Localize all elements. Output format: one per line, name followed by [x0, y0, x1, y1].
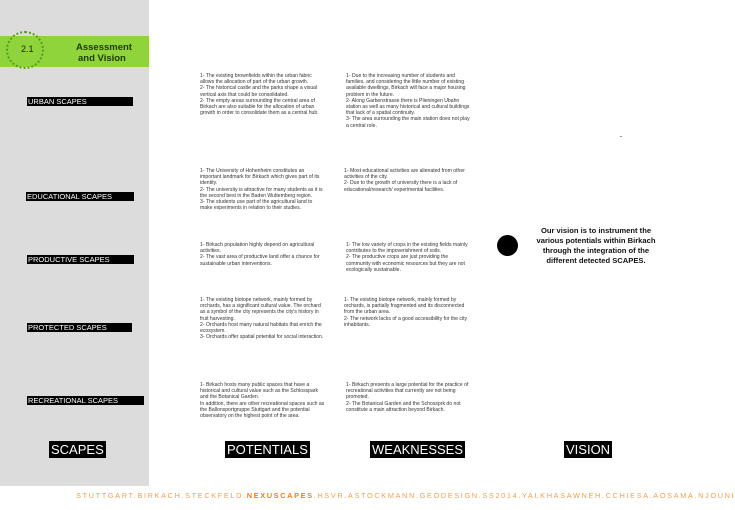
- row-label-protected: PROTECTED SCAPES: [27, 323, 132, 332]
- potentials-productive: 1- Birkach population highly depend on agricultural activities. 2- The vast area of productive land offer a chance for sustainable urban interventions.: [200, 242, 320, 267]
- stray-mark: [620, 136, 622, 137]
- vision-statement: Our vision is to instrument the various potentials within Birkach through the integration of the different detected SCAPES.: [536, 226, 656, 265]
- footer-credits: [76, 491, 735, 500]
- potentials-protected: 1- The existing biotope network, mainly formed by orchards, has a significant cultural value. The orchard as a symbol of the city represents the city's history in fruit harvesting. 2- Orchards host many natural habitats that enrich the ecosystem. 3- Orchards offer spatial potential for social interaction.: [200, 297, 324, 341]
- footer-credits-pre: STUTTGART.BIRKACH.STECKFELD.: [76, 491, 247, 500]
- potentials-urban: 1- The existing brownfields within the urban fabric allows the allocation of part of the urban growth. 2- The historical castle and the parks shape a visual vertical axis that could be consolidated. 2- The empty areas surrounding the central area of Birkach are also suitable for the allocation of urban growth in order to consolidate them as a central hub.: [200, 73, 319, 117]
- section-title-line2: and Vision: [78, 53, 126, 64]
- sidebar-panel: [0, 0, 149, 486]
- section-title-line1: Assessment: [76, 42, 132, 53]
- row-label-urban: URBAN SCAPES: [27, 97, 133, 106]
- potentials-educational: 1- The University of Hohenheim constitutes an important landmark for Birkach which gives part of its identity. 2- The university is attractive for many students as it is the second best in the Baden Wuttemberg region. 3- The students use part of the agricultural land to make experiments in relation to their studies.: [200, 168, 323, 212]
- weaknesses-urban: 1- Due to the increasing number of students and families, and considering the little number of existing available dwellings, Birkach will face a major housing problem in the future. 2- Along Garbenstrasse there is Plieningen Ubahn station as well as many historical and cultural buildings that lack of a spatial continuity. 3- The area surrounding the main station does not play a central role.: [346, 73, 470, 129]
- weaknesses-productive: 1- The low variety of crops in the existing fields mainly contributes to the impoverishment of soils. 2- The productive crops are just providing the community with economic resources but they are not ecologically sustainable.: [346, 242, 468, 273]
- row-label-educational: EDUCATIONAL SCAPES: [26, 192, 134, 201]
- section-number: 2.1: [21, 44, 34, 54]
- weaknesses-protected: 1- The existing biotope network, mainly formed by orchards, is partially fragmented and its disconnected from the urban area. 2- The network lacks of a good accessibility for the city inhabitants.: [344, 297, 468, 328]
- column-heading-weaknesses: WEAKNESSES: [372, 442, 464, 457]
- row-label-productive: PRODUCTIVE SCAPES: [27, 255, 134, 264]
- section-title: [76, 42, 132, 64]
- row-label-recreational: RECREATIONAL SCAPES: [27, 396, 144, 405]
- vision-bullet-icon: [497, 235, 518, 256]
- column-heading-vision: VISION: [566, 442, 611, 457]
- weaknesses-recreational: 1- Birkach presents a large potential for the practice of recreational activities that currently are not being promoted. 2- The Botanical Garden and the Schossprk do not constitute a main attraction beyond Birkach.: [346, 382, 469, 413]
- potentials-recreational: 1- Birkach hosts many public spaces that have a historical and cultural value such as the Schlosspark and the Botanical Garden. In addition, there are other recreational spaces such as the Ballonsportgruppe Stuttgart and the potential observatory on the highest point of the area.: [200, 382, 325, 420]
- weaknesses-educational: 1- Most educational activities are alienated from other activities of the city. 2- Due to the growth of university there is a lack of educational/research/ experimental facilities.: [344, 168, 465, 193]
- footer-credits-post: .HSVR.ASTOCKMANN.GEODESIGN.SS2014.YALKHASAWNEH.CCHIESA.AOSAMA.NJOUNI: [313, 491, 735, 500]
- footer-credits-highlight: NEXUSCAPES: [246, 491, 314, 500]
- column-heading-scapes: SCAPES: [51, 442, 104, 457]
- column-heading-potentials: POTENTIALS: [227, 442, 308, 457]
